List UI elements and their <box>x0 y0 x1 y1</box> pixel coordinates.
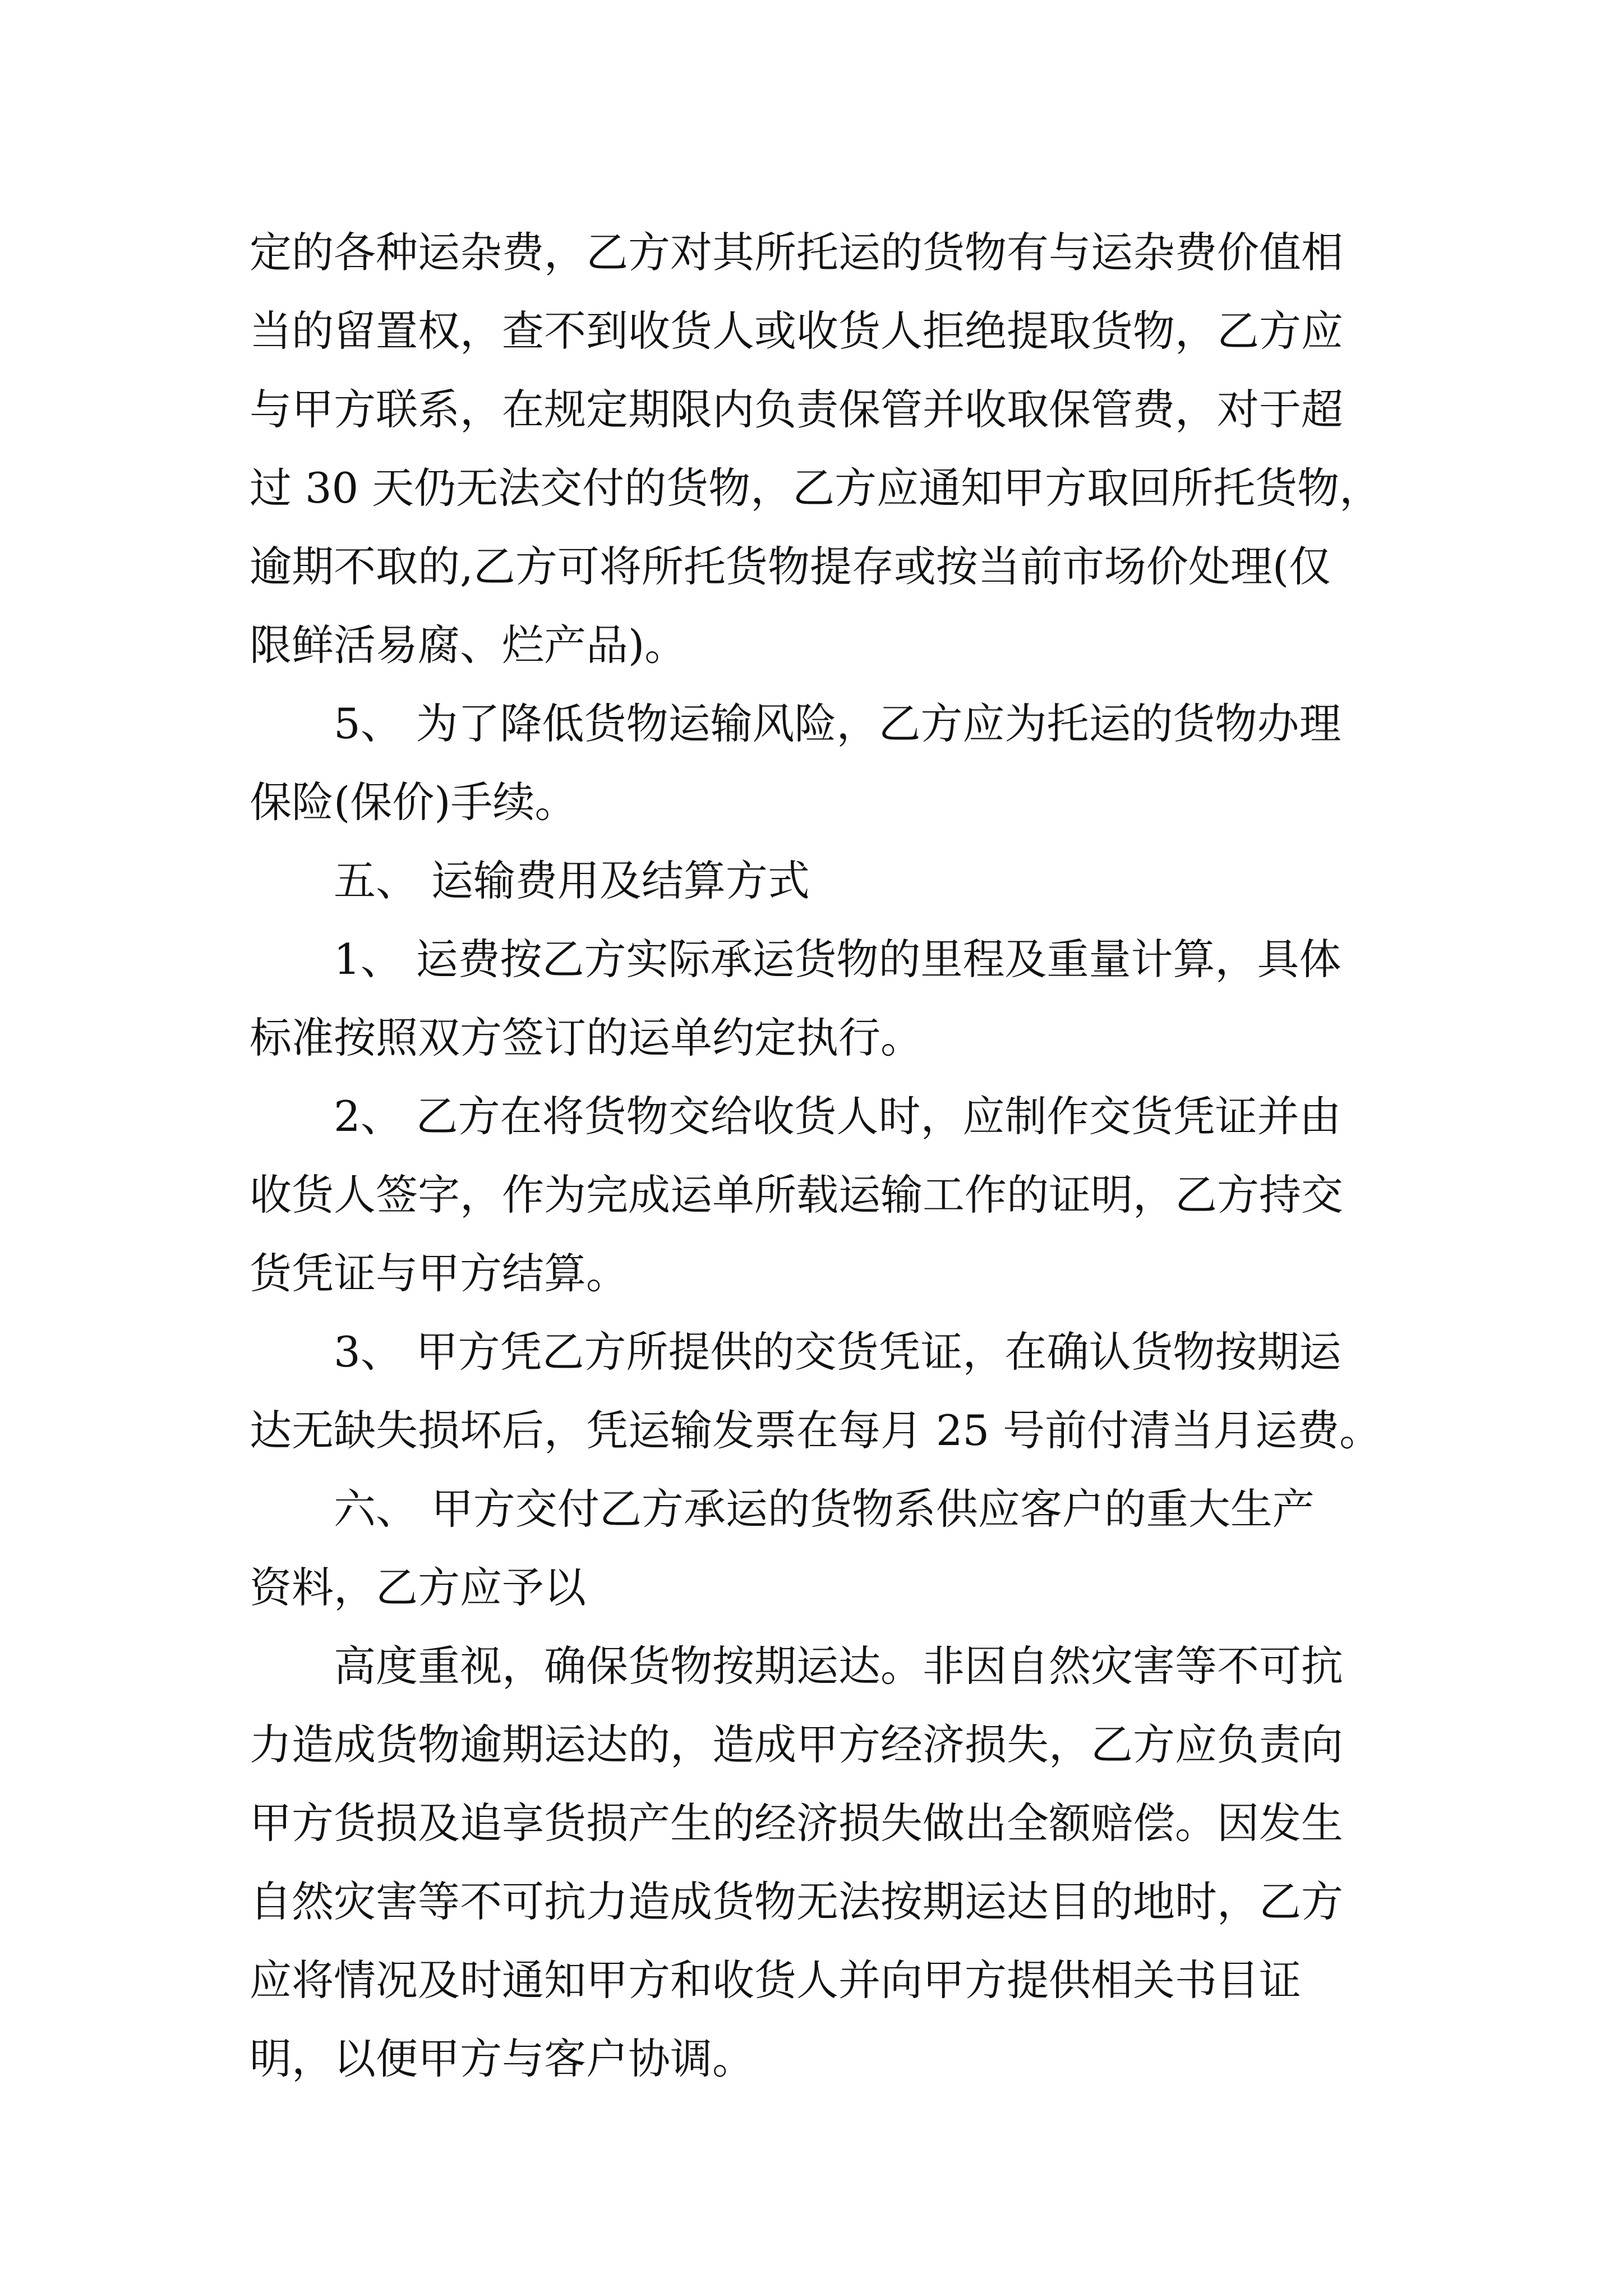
text-line: 定的各种运杂费，乙方对其所托运的货物有与运杂费价值相 <box>250 228 1344 277</box>
text-line: 过 30 天仍无法交付的货物，乙方应通知甲方取回所托货物， <box>250 463 1382 513</box>
paragraph-start-line: 高度重视，确保货物按期运达。非因自然灾害等不可抗 <box>334 1641 1344 1691</box>
text-line: 自然灾害等不可抗力造成货物无法按期运达目的地时，乙方 <box>250 1877 1344 1926</box>
clause-2-line: 2、 乙方在将货物交给收货人时，应制作交货凭证并由 <box>334 1092 1341 1141</box>
text-line: 保险(保价)手续。 <box>250 777 577 827</box>
text-line: 限鲜活易腐、烂产品)。 <box>250 620 687 670</box>
text-line: 明，以便甲方与客户协调。 <box>250 2034 755 2083</box>
clause-3-line: 3、 甲方凭乙方所提供的交货凭证，在确认货物按期运 <box>334 1327 1341 1377</box>
text-line: 与甲方联系，在规定期限内负责保管并收取保管费，对于超 <box>250 385 1344 434</box>
document-page <box>250 213 1396 2098</box>
text-line: 资料，乙方应予以 <box>250 1563 587 1612</box>
section-heading-5: 五、 运输费用及结算方式 <box>334 856 810 905</box>
clause-5-line: 5、 为了降低货物运输风险，乙方应为托运的货物办理 <box>334 699 1341 748</box>
section-heading-6: 六、 甲方交付乙方承运的货物系供应客户的重大生产 <box>334 1484 1315 1534</box>
text-line: 货凭证与甲方结算。 <box>250 1249 629 1298</box>
text-line: 逾期不取的,乙方可将所托货物提存或按当前市场价处理(仅 <box>250 542 1331 591</box>
text-line: 应将情况及时通知甲方和收货人并向甲方提供相关书目证 <box>250 1955 1302 2005</box>
text-line: 达无缺失损坏后，凭运输发票在每月 25 号前付清当月运费。 <box>250 1406 1382 1455</box>
text-line: 甲方货损及追享货损产生的经济损失做出全额赔偿。因发生 <box>250 1798 1344 1848</box>
text-line: 当的留置权，查不到收货人或收货人拒绝提取货物，乙方应 <box>250 306 1344 356</box>
text-line: 标准按照双方签订的运单约定执行。 <box>250 1013 923 1062</box>
text-line: 力造成货物逾期运达的，造成甲方经济损失，乙方应负责向 <box>250 1720 1344 1769</box>
text-line: 收货人签字，作为完成运单所载运输工作的证明，乙方持交 <box>250 1170 1344 1220</box>
clause-1-line: 1、 运费按乙方实际承运货物的里程及重量计算，具体 <box>334 935 1341 984</box>
